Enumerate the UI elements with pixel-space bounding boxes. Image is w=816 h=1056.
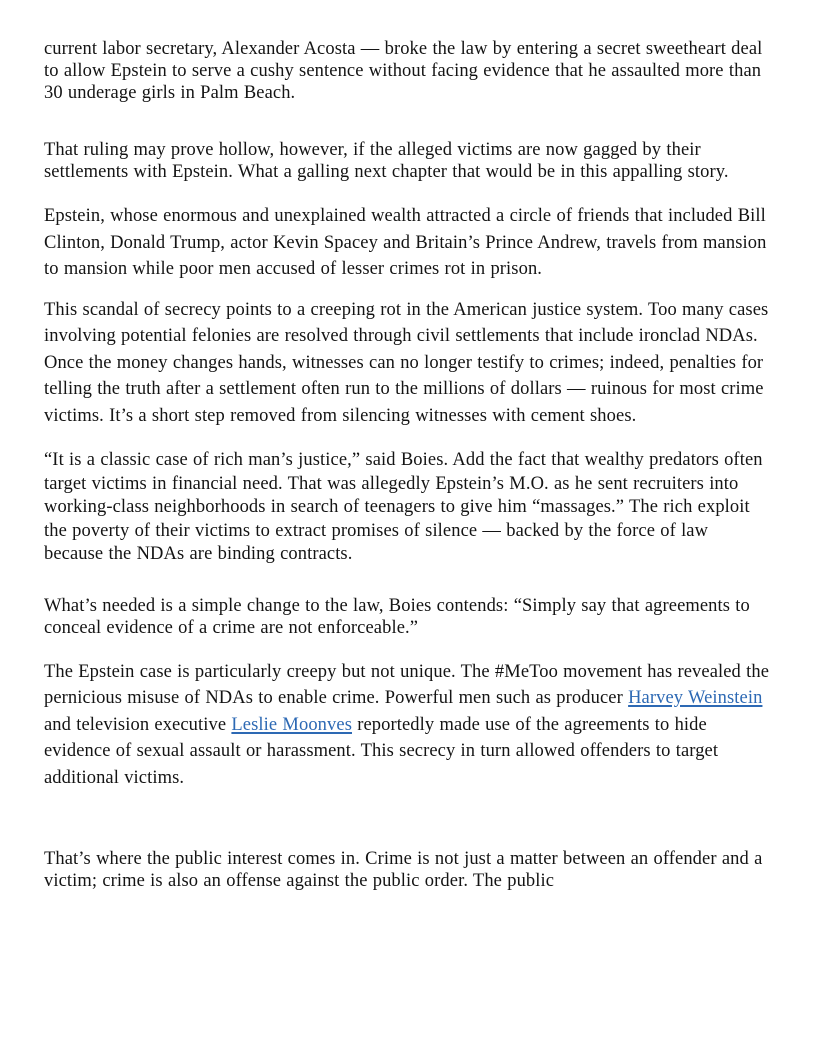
paragraph-text: “It is a classic case of rich man’s justice,” said Boies. Add the fact that wealthy predators often target victims in financial need. That was allegedly Epstein’s M.O. as he sent recruiters into working-class neighborhoods in search of teenagers to give him “massages.” The rich exploit the poverty of their victims to extract promises of silence — backed by the force of law because the NDAs are binding contracts. bbox=[44, 450, 763, 564]
paragraph-rich-mans-justice bbox=[44, 449, 772, 567]
paragraph-text: reportedly made use of the agreements to hide evidence of sexual assault or harassment. This secrecy in turn allowed offenders to target additional victims. bbox=[44, 714, 719, 788]
paragraph-scandal-secrecy bbox=[44, 297, 772, 430]
paragraph-text: Epstein, whose enormous and unexplained wealth attracted a circle of friends that included Bill Clinton, Donald Trump, actor Kevin Spacey and Britain’s Prince Andrew, travels from mansion to mansion while poor men accused of lesser crimes rot in prison. bbox=[44, 206, 767, 279]
paragraph-text: This scandal of secrecy points to a creeping rot in the American justice system. Too many cases involving potential felonies are resolved through civil settlements that include ironclad NDAs. Once the money changes hands, witnesses can no longer testify to crimes; indeed, penalties for telling the truth after a settlement often run to the millions of dollars — ruinous for most crime victims. It’s a short step removed from silencing witnesses with cement shoes. bbox=[44, 299, 769, 426]
paragraph-public-interest bbox=[44, 848, 772, 892]
link-leslie-moonves[interactable]: Leslie Moonves bbox=[231, 714, 352, 735]
paragraph-acosta-deal bbox=[44, 38, 772, 104]
paragraph-simple-change bbox=[44, 595, 772, 639]
paragraph-text: The Epstein case is particularly creepy but not unique. The #MeToo movement has revealed the pernicious misuse of NDAs to enable crime. Powerful men such as producer bbox=[44, 661, 770, 708]
paragraph-text: current labor secretary, Alexander Acosta — broke the law by entering a secret sweetheart deal to allow Epstein to serve a cushy sentence without facing evidence that he assaulted more than 30 underage girls in Palm Beach. bbox=[44, 39, 763, 103]
paragraph-text: What’s needed is a simple change to the law, Boies contends: “Simply say that agreements to conceal evidence of a crime are not enforceable.” bbox=[44, 595, 750, 638]
paragraph-text: That ruling may prove hollow, however, if the alleged victims are now gagged by their settlements with Epstein. What a galling next chapter that would be in this appalling story. bbox=[44, 140, 729, 182]
paragraph-ruling-hollow bbox=[44, 139, 772, 183]
paragraph-epstein-wealth bbox=[44, 203, 772, 283]
link-harvey-weinstein[interactable]: Harvey Weinstein bbox=[628, 688, 763, 708]
paragraph-text: and television executive bbox=[44, 714, 232, 735]
paragraph-metoo-ndas bbox=[44, 659, 772, 792]
paragraph-text: That’s where the public interest comes in. Crime is not just a matter between an offender and a victim; crime is also an offense against the public order. The public bbox=[44, 849, 763, 891]
